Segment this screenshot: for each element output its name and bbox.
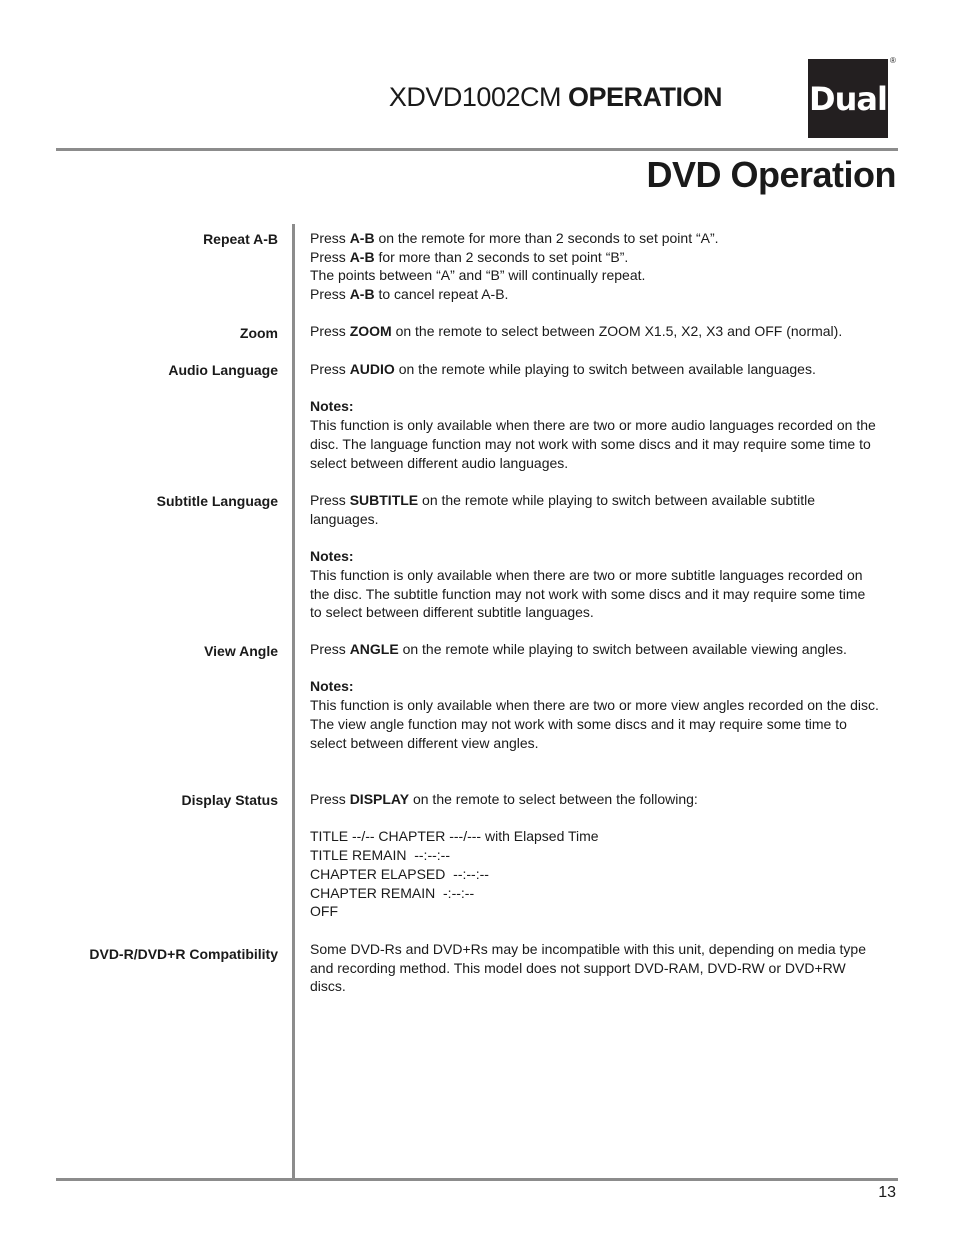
angle-notes: This function is only available when there are two or more view angles recorded on the disc. The view angle function may not work with some discs and it may require some time to select between different view angles.	[310, 697, 879, 751]
compatibility-text: Some DVD-Rs and DVD+Rs may be incompatible with this unit, depending on media type and recording method. This model does not support DVD-RAM, DVD-RW or DVD+RW discs.	[310, 941, 867, 995]
label-subtitle-language: Subtitle Language	[156, 493, 278, 509]
display-option: TITLE --/-- CHAPTER ---/--- with Elapsed Time	[310, 828, 599, 845]
display-option: CHAPTER ELAPSED --:--:--	[310, 865, 489, 882]
bottom-divider	[56, 1178, 898, 1181]
header-title	[389, 82, 722, 113]
registered-mark: ®	[890, 56, 896, 65]
display-option: TITLE REMAIN --:--:--	[310, 847, 450, 864]
label-dvd-compatibility: DVD-R/DVD+R Compatibility	[89, 946, 278, 962]
display-status-text: Press DISPLAY on the remote to select between the following: TITLE --/-- CHAPTER ---/--- with Elapsed Time TITLE REMAIN --:--:-- CHAPTER ELAPSED --:--:-- CHAPTER REMAIN -:--:-- OFF	[310, 790, 880, 921]
display-option: CHAPTER REMAIN -:--:--	[310, 884, 475, 901]
angle-notes-label: Notes:	[310, 678, 354, 695]
audio-language-text: Press AUDIO on the remote while playing to switch between available languages. Notes: This function is only available when there are two or more audio languages recorded on the disc. The language function may not work with some discs and it may require some time to select between different audio languages.	[310, 360, 880, 472]
label-display-status: Display Status	[181, 792, 278, 808]
label-view-angle: View Angle	[204, 643, 278, 659]
repeat-ab-text: Press A-B on the remote for more than 2 seconds to set point “A”. Press A-B for more than 2 seconds to set point “B”. The points between “A” and “B” will continually repeat. Press A-B to cancel repeat A-B.	[310, 230, 719, 303]
subtitle-language-text: Press SUBTITLE on the remote while playing to switch between available subtitle languages. Notes: This function is only available when there are two or more subtitle languages recorded on the disc. The subtitle function may not work with some discs and it may require some time to select between different subtitle languages.	[310, 491, 880, 622]
page-title: DVD Operation	[646, 154, 896, 195]
subtitle-notes-label: Notes:	[310, 548, 354, 565]
view-angle-text: Press ANGLE on the remote while playing to switch between available viewing angles. Notes: This function is only available when there are two or more view angles recorded on the disc. The view angle function may not work with some discs and it may require some time to select between different view angles.	[310, 641, 879, 751]
audio-notes-label: Notes:	[310, 398, 354, 415]
top-divider	[56, 148, 898, 151]
label-repeat-ab: Repeat A-B	[203, 231, 278, 247]
dual-logo: Dual	[808, 59, 888, 138]
page-number: 13	[878, 1184, 896, 1201]
label-zoom: Zoom	[239, 325, 278, 341]
subtitle-notes: This function is only available when there are two or more subtitle languages recorded on the disc. The subtitle function may not work with some discs and it may require some time to select between different subtitle languages.	[310, 566, 866, 621]
column-divider	[292, 224, 295, 1179]
header-operation: OPERATION	[567, 82, 722, 112]
display-option: OFF	[310, 903, 338, 920]
zoom-text: Press ZOOM on the remote to select between ZOOM X1.5, X2, X3 and OFF (normal).	[310, 323, 843, 339]
header-model: XDVD1002CM	[388, 82, 561, 112]
label-audio-language: Audio Language	[168, 362, 278, 378]
audio-notes: This function is only available when there are two or more audio languages recorded on the disc. The language function may not work with some discs and it may require some time to select between different audio languages.	[310, 417, 876, 471]
